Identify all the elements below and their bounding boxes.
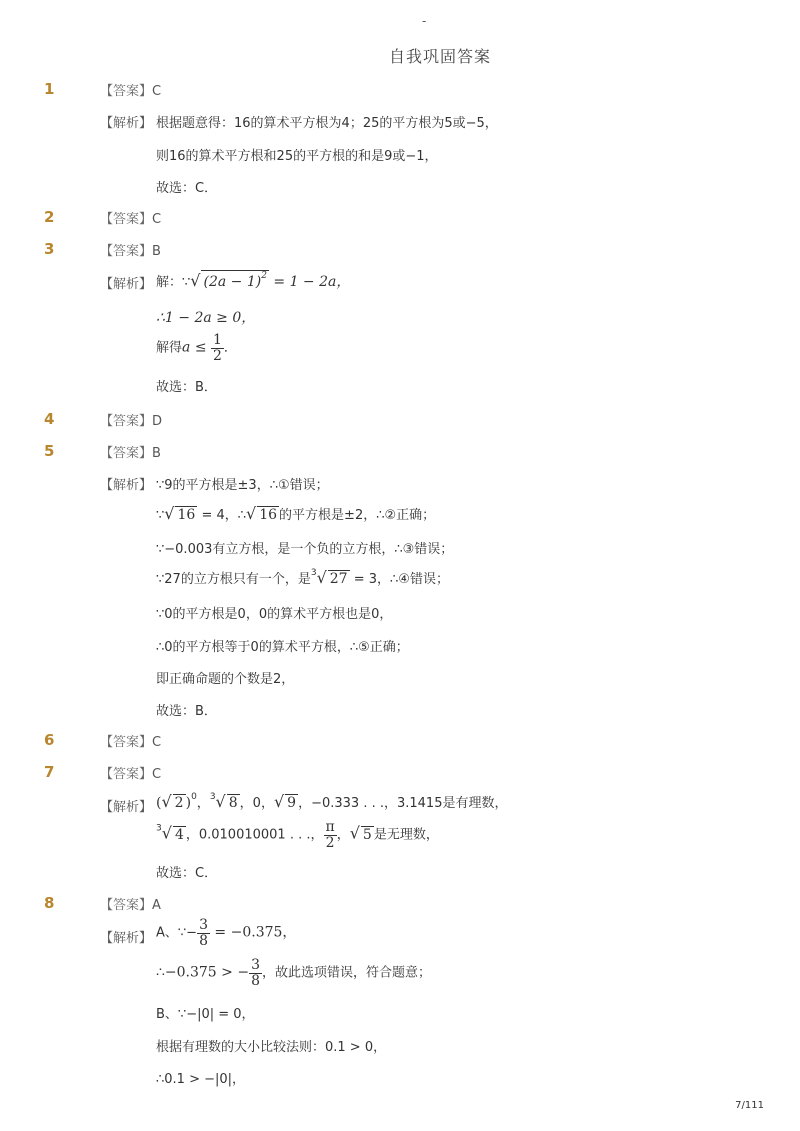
- answer-row: [100, 410, 162, 429]
- question-number: 5: [44, 442, 55, 460]
- analysis-line: ∴−0.375 > − $\frac{3}{8}$ ，故此选项错误，符合题意；: [156, 957, 432, 989]
- fraction: $\frac{3}{8}$: [199, 917, 208, 949]
- answer-value: D: [152, 414, 163, 429]
- analysis-line: $^3$√ 4 ，0.010010001 . . .， $\frac{\pi}{2}$ ，√ 5 是无理数，: [156, 819, 439, 851]
- question-number: 1: [44, 80, 55, 98]
- analysis-line: ∵0的平方根是0，0的算术平方根也是0，: [156, 607, 393, 622]
- analysis-label: 【解析】: [100, 931, 153, 946]
- analysis-line: 故选：B．: [156, 704, 217, 719]
- page-title: 自我巩固答案: [388, 47, 491, 66]
- answer-label: 【答案】: [100, 212, 153, 227]
- answer-row: [100, 731, 161, 750]
- analysis-line: 即正确命题的个数是2，: [156, 672, 295, 687]
- answer-label: 【答案】: [100, 735, 153, 750]
- analysis-line: B、∵−|0| = 0，: [156, 1007, 255, 1022]
- analysis-line: 故选：B．: [156, 380, 217, 395]
- answer-label: 【答案】: [100, 414, 153, 429]
- answer-label: 【答案】: [100, 767, 153, 782]
- analysis-line: 解：∵√ $(2a - 1)^2 = 1 - 2a$，: [156, 271, 351, 290]
- fraction: $\frac{\pi}{2}$: [325, 819, 335, 851]
- analysis-label: 【解析】: [100, 800, 153, 815]
- analysis-line: ∴0的平方根等于0的算术平方根，∴⑤正确；: [156, 640, 409, 655]
- header-dash: -: [422, 14, 427, 28]
- answer-row: [100, 442, 161, 461]
- radicand: $(2a - 1)^2$: [203, 271, 267, 290]
- analysis-label: 【解析】: [100, 277, 153, 292]
- analysis-line: ∵27的立方根只有一个，是$^3$√ 27 = 3，∴④错误；: [156, 568, 449, 587]
- question-number: 6: [44, 731, 55, 749]
- analysis-line: 则16的算术平方根和25的平方根的和是9或−1，: [156, 149, 438, 164]
- question-number: 3: [44, 240, 55, 258]
- answer-row: [100, 763, 161, 782]
- analysis-line: ∵√ 16 = 4，∴√ 16 的平方根是±2，∴②正确；: [156, 504, 436, 523]
- answer-value: B: [152, 244, 161, 259]
- analysis-line: 故选：C．: [156, 181, 218, 196]
- analysis-line: (√ 2 )$^0$，$^3$√ 8 ，0，√ 9 ，−0.333 . . .，3.1415是有理数，: [156, 792, 508, 811]
- fraction: $\frac{3}{8}$: [251, 957, 260, 989]
- analysis-line: 解得a ≤ $\frac{1}{2}$ ．: [156, 332, 237, 364]
- answer-label: 【答案】: [100, 898, 153, 913]
- analysis-line: 根据题意得：16的算术平方根为4；25的平方根为5或−5，: [156, 116, 498, 131]
- analysis-label: 【解析】: [100, 116, 153, 131]
- analysis-line: ∴0.1 > −|0|，: [156, 1072, 246, 1087]
- question-number: 4: [44, 410, 55, 428]
- answer-row: [100, 208, 161, 227]
- question-number: 7: [44, 763, 55, 781]
- answer-value: A: [152, 898, 161, 913]
- answer-value: C: [152, 212, 162, 227]
- page-number: 7/111: [735, 1100, 764, 1111]
- analysis-line: A、∵− $\frac{3}{8}$ = −0.375，: [156, 917, 297, 949]
- analysis-line: ∵9的平方根是±3，∴①错误；: [156, 478, 329, 493]
- analysis-line: ∴1 − 2a ≥ 0，: [156, 310, 256, 326]
- answer-row: [100, 240, 161, 259]
- answer-label: 【答案】: [100, 244, 153, 259]
- answer-label: 【答案】: [100, 84, 153, 99]
- analysis-line: 故选：C．: [156, 866, 218, 881]
- analysis-line: ∵−0.003有立方根，是一个负的立方根，∴③错误；: [156, 542, 454, 557]
- answer-value: B: [152, 446, 161, 461]
- answer-label: 【答案】: [100, 446, 153, 461]
- fraction: $\frac{1}{2}$: [213, 332, 222, 364]
- analysis-line: 根据有理数的大小比较法则：0.1 > 0，: [156, 1040, 387, 1055]
- answer-value: C: [152, 84, 162, 99]
- question-number: 8: [44, 894, 55, 912]
- answer-row: [100, 894, 161, 913]
- answer-row: [100, 80, 161, 99]
- analysis-label: 【解析】: [100, 478, 153, 493]
- question-number: 2: [44, 208, 55, 226]
- answer-value: C: [152, 735, 162, 750]
- answer-value: C: [152, 767, 162, 782]
